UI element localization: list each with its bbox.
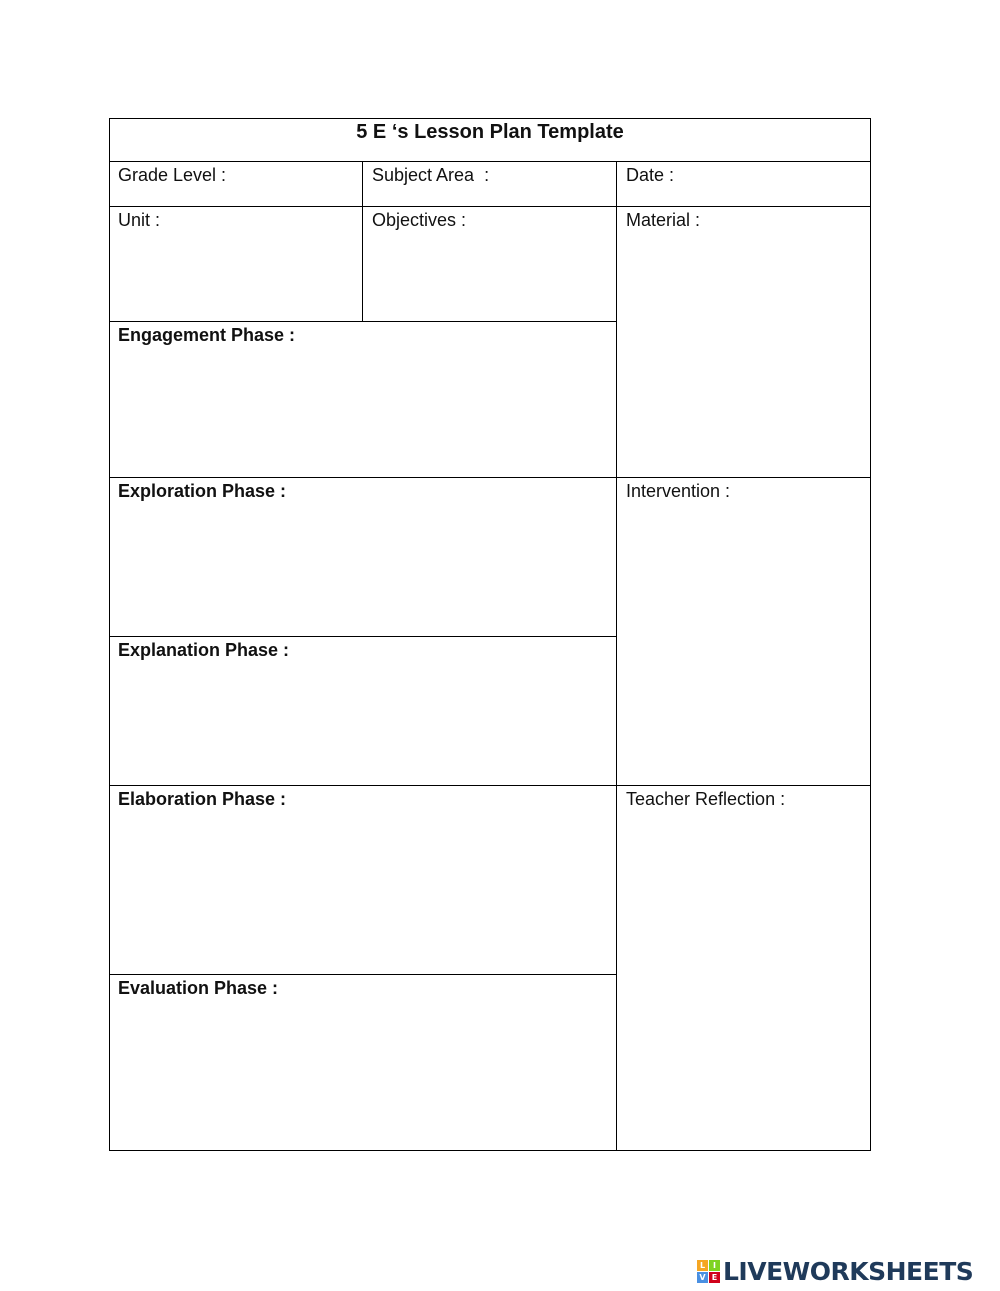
subject-area-cell[interactable]: [363, 161, 616, 206]
unit-cell[interactable]: [109, 206, 362, 321]
subject-area-label: Subject Area :: [372, 165, 490, 185]
page-title: 5 E ‘s Lesson Plan Template: [356, 121, 624, 143]
logo-mark-letter: E: [709, 1272, 720, 1283]
elaboration-phase-label: Elaboration Phase :: [118, 789, 287, 809]
date-label: Date :: [626, 165, 675, 185]
objectives-cell[interactable]: [363, 206, 616, 321]
evaluation-phase-label: Evaluation Phase :: [118, 978, 279, 998]
date-cell[interactable]: [617, 161, 870, 206]
table-border-bottom: [109, 1150, 871, 1151]
exploration-phase-cell[interactable]: [109, 477, 616, 636]
teacher-reflection-label: Teacher Reflection :: [626, 789, 786, 809]
explanation-phase-label: Explanation Phase :: [118, 640, 290, 660]
logo-mark-letter: L: [697, 1260, 708, 1271]
teacher-reflection-cell[interactable]: [617, 785, 870, 1150]
material-label: Material :: [626, 210, 701, 230]
material-cell[interactable]: [617, 206, 870, 477]
engagement-phase-cell[interactable]: [109, 321, 616, 477]
table-border-top: [109, 118, 871, 119]
grade-level-label: Grade Level :: [118, 165, 227, 185]
liveworksheets-logo: [697, 1256, 973, 1286]
objectives-label: Objectives :: [372, 210, 467, 230]
table-border-right: [870, 118, 871, 1151]
logo-mark-icon: [697, 1260, 720, 1283]
evaluation-phase-cell[interactable]: [109, 974, 616, 1150]
grade-level-cell[interactable]: [109, 161, 362, 206]
logo-mark-letter: I: [709, 1260, 720, 1271]
exploration-phase-label: Exploration Phase :: [118, 481, 287, 501]
engagement-phase-label: Engagement Phase :: [118, 325, 296, 345]
elaboration-phase-cell[interactable]: [109, 785, 616, 974]
logo-text: LIVEWORKSHEETS: [723, 1256, 974, 1286]
explanation-phase-cell[interactable]: [109, 636, 616, 785]
intervention-label: Intervention :: [626, 481, 731, 501]
unit-label: Unit :: [118, 210, 161, 230]
logo-mark-letter: V: [697, 1272, 708, 1283]
intervention-cell[interactable]: [617, 477, 870, 785]
